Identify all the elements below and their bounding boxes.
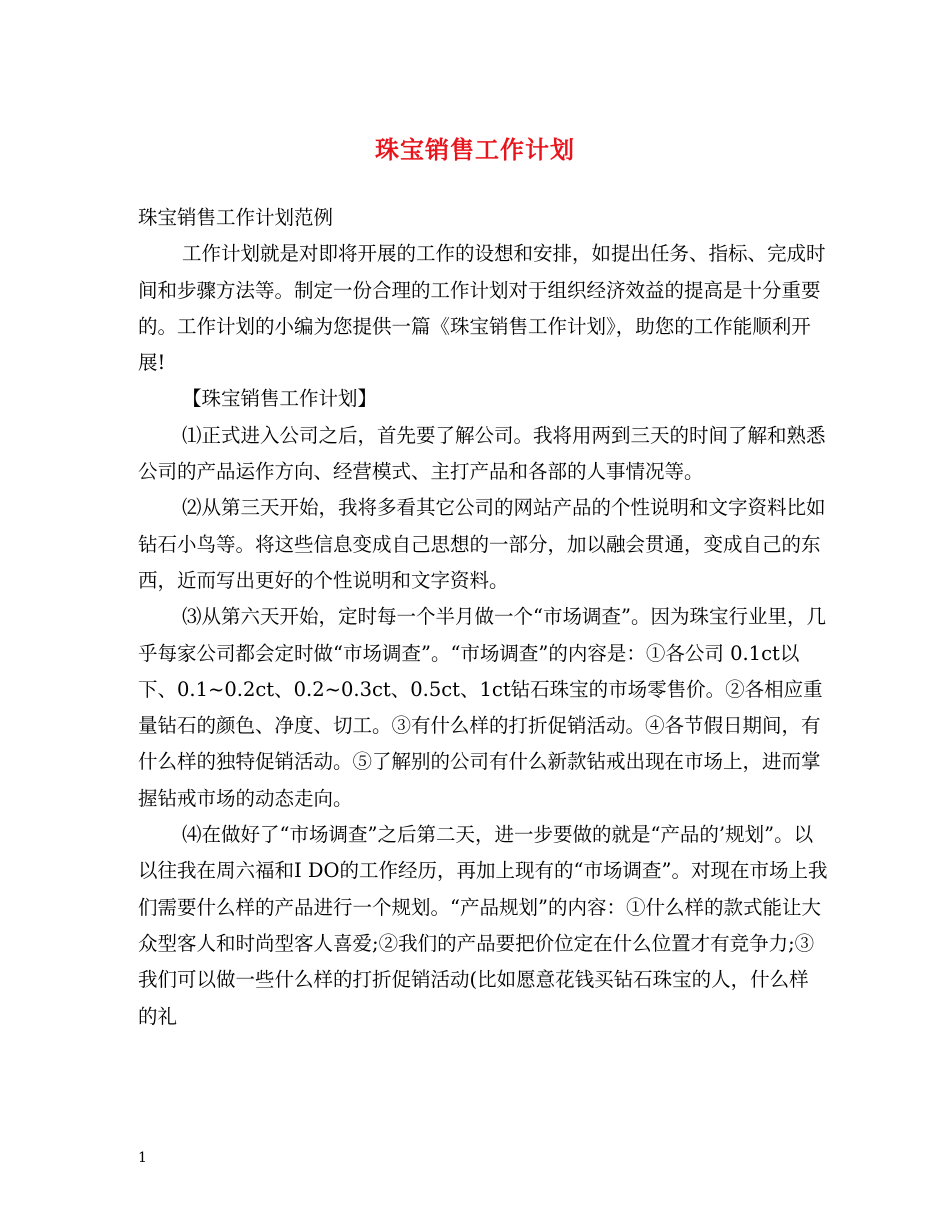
document-title: 珠宝销售工作计划 [375, 135, 575, 164]
document-body [138, 200, 828, 1035]
document-subtitle: 珠宝销售工作计划范例 [138, 206, 334, 229]
paragraph-step-1: ⑴正式进入公司之后，首先要了解公司。我将用两到三天的时间了解和熟悉公司的产品运作方向、经营模式、主打产品和各部的人事情况等。 [138, 423, 826, 484]
paragraph-step-4: ⑷在做好了“市场调查”之后第二天，进一步要做的就是“产品的’规划”。以以往我在周六福和I DO的工作经历，再加上现有的“市场调查”。对现在市场上我们需要什么样的产品进行一个规划。“产品规划”的内容：①什么样的款式能让大众型客人和时尚型客人喜爱;②我们的产品要把价位定在什么位置才有竞争力;③我们可以做一些什么样的打折促销活动(比如愿意花钱买钻石珠宝的人，什么样的礼 [138, 823, 828, 1028]
paragraph-intro: 工作计划就是对即将开展的工作的设想和安排，如提出任务、指标、完成时间和步骤方法等。制定一份合理的工作计划对于组织经济效益的提高是十分重要的。工作计划的小编为您提供一篇《珠宝销售工作计划》，助您的工作能顺利开展! [138, 242, 826, 375]
paragraph-step-2: ⑵从第三天开始，我将多看其它公司的网站产品的个性说明和文字资料比如钻石小鸟等。将这些信息变成自己思想的一部分，加以融会贯通，变成自己的东西，近而写出更好的个性说明和文字资料。 [138, 496, 826, 592]
section-heading: 【珠宝销售工作计划】 [182, 387, 378, 411]
paragraph-step-3: ⑶从第六天开始，定时每一个半月做一个“市场调查”。因为珠宝行业里，几乎每家公司都会定时做“市场调查”。“市场调查”的内容是：①各公司 0.1ct以下、0.1~0.2ct、0.2~0.3ct、0.5ct、1ct钻石珠宝的市场零售价。②各相应重量钻石的颜色、净度、切工。③有什么样的打折促销活动。④各节假日期间，有什么样的独特促销活动。⑤了解别的公司有什么新款钻戒出现在市场上，进而掌握钻戒市场的动态走向。 [138, 605, 826, 810]
page-number: 1 [138, 1150, 147, 1166]
